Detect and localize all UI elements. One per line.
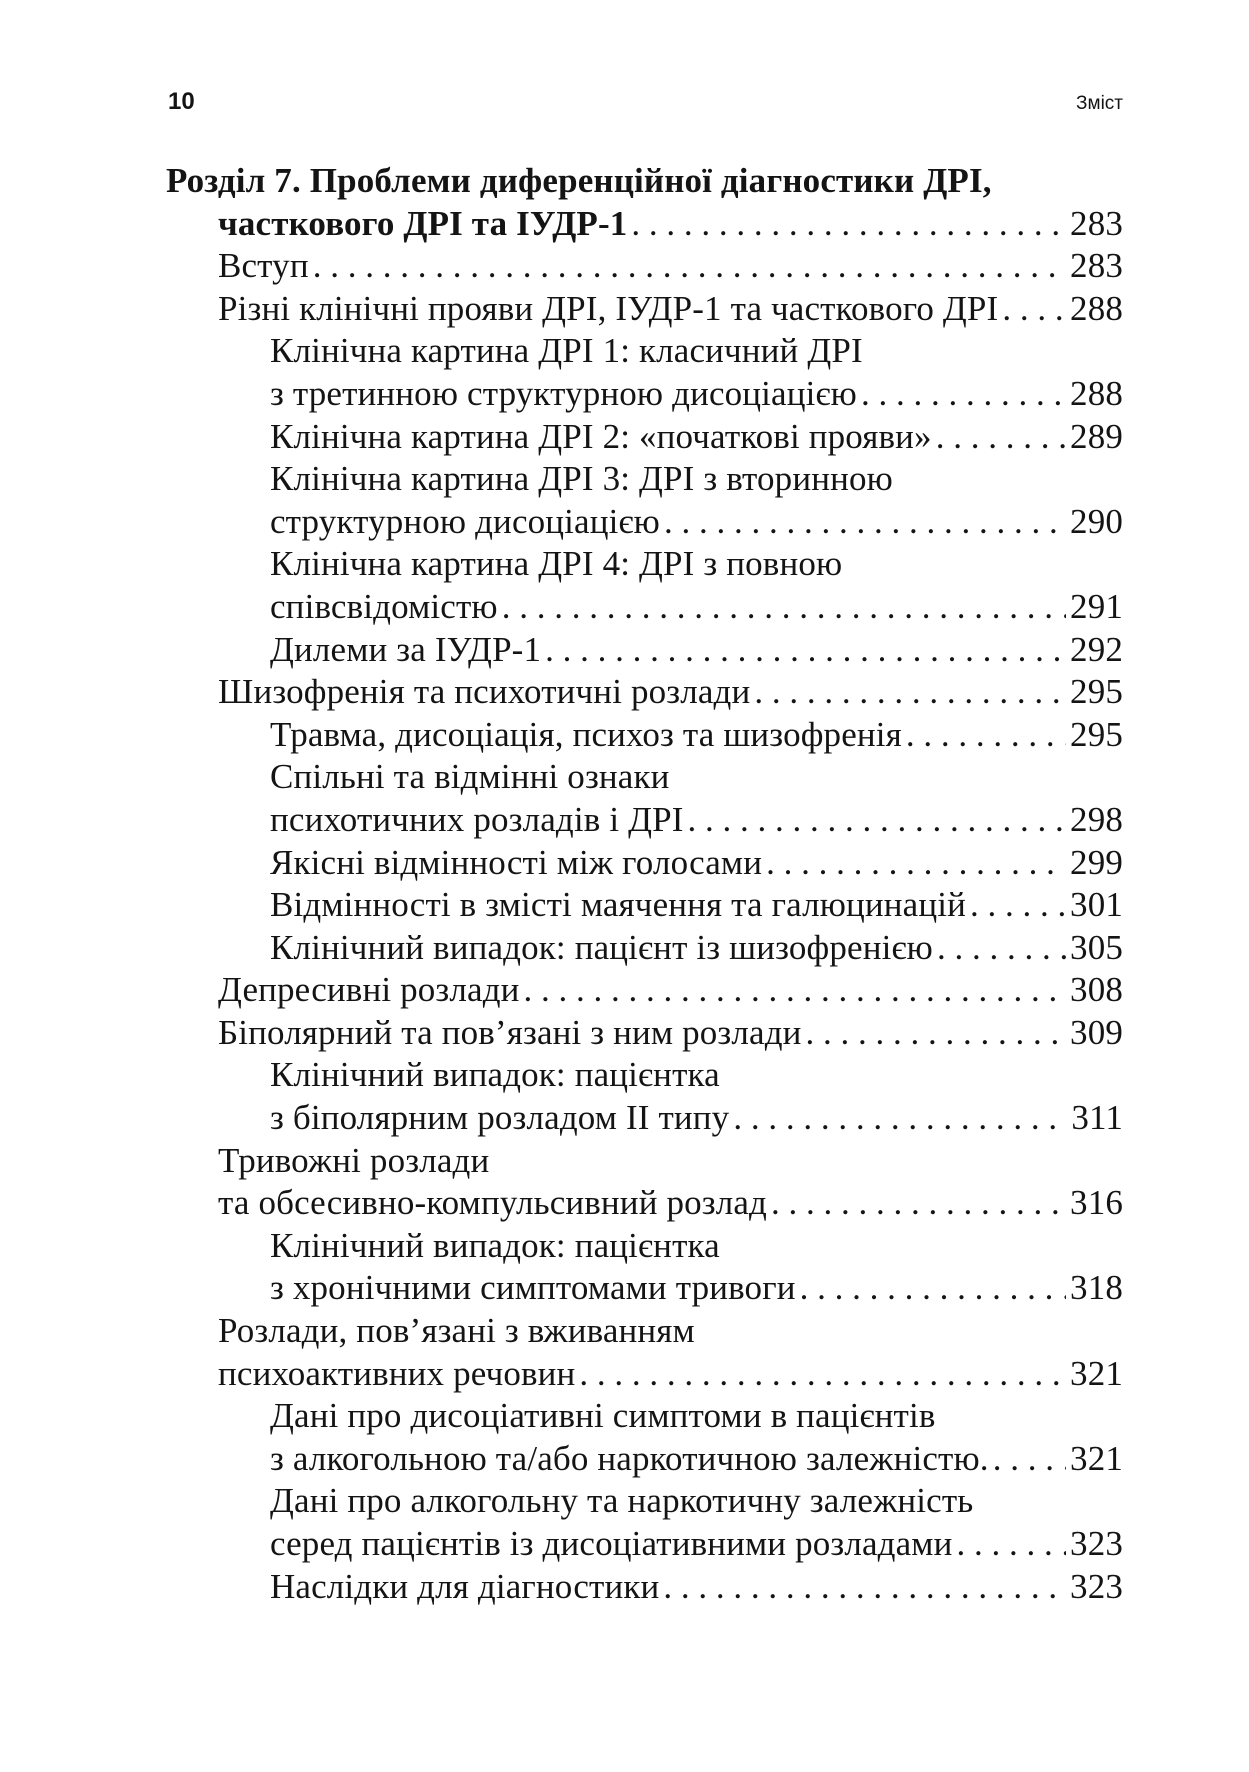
toc-page-number: 318 — [1070, 1268, 1123, 1308]
toc-entry-title: з третинною структурною дисоціацією — [270, 373, 857, 413]
toc-entry-title: Різні клінічні прояви ДРІ, ІУДР-1 та часткового ДРІ — [218, 288, 999, 328]
dot-leader — [936, 416, 1066, 459]
toc-entry[interactable] — [166, 1566, 1123, 1609]
toc-entry-title: Депресивні розлади — [218, 970, 520, 1010]
toc-entry-title: Шизофренія та психотичні розлади — [218, 672, 751, 712]
toc-entry-line — [166, 1054, 1123, 1097]
dot-leader — [993, 1438, 1066, 1481]
toc-entry-line-last — [166, 1353, 1123, 1396]
toc-entry[interactable] — [166, 1225, 1123, 1310]
toc-entry-line — [166, 160, 1123, 203]
dot-leader — [771, 1182, 1066, 1225]
toc-entry-line-last — [166, 203, 1123, 246]
toc-entry[interactable] — [166, 458, 1123, 543]
toc-entry-line-last — [166, 969, 1123, 1012]
toc-entry-line — [166, 1395, 1123, 1438]
dot-leader — [806, 1012, 1067, 1055]
toc-entry-line — [166, 458, 1123, 501]
toc-entry-line-last — [166, 1438, 1123, 1481]
toc-entry[interactable] — [166, 671, 1123, 714]
dot-leader — [970, 884, 1066, 927]
toc-entry-line-last — [166, 671, 1123, 714]
toc-entry[interactable] — [166, 927, 1123, 970]
running-title: Зміст — [1076, 93, 1123, 114]
dot-leader — [579, 1353, 1066, 1396]
toc-entry[interactable] — [166, 1054, 1123, 1139]
toc-entry[interactable] — [166, 543, 1123, 628]
toc-entry-title: Клінічна картина ДРІ 2: «початкові прояви» — [270, 416, 932, 456]
dot-leader — [957, 1523, 1067, 1566]
toc-entry-line-last — [166, 799, 1123, 842]
toc-entry[interactable] — [166, 288, 1123, 331]
toc-page-number: 301 — [1070, 885, 1123, 925]
toc-entry-line-last — [166, 1012, 1123, 1055]
toc-entry-line — [166, 543, 1123, 586]
toc-entry-line-last — [166, 1267, 1123, 1310]
toc-entry-line-last — [166, 842, 1123, 885]
dot-leader — [754, 671, 1066, 714]
dot-leader — [524, 969, 1067, 1012]
toc-page-number: 311 — [1071, 1098, 1123, 1138]
dot-leader — [766, 842, 1066, 885]
toc-entry-line-last — [166, 1523, 1123, 1566]
dot-leader — [688, 799, 1067, 842]
toc-entry-title: структурною дисоціацією — [270, 501, 660, 541]
toc-entry[interactable] — [166, 1395, 1123, 1480]
toc-page-number: 290 — [1070, 501, 1123, 541]
toc-entry-title: Наслідки для діагностики — [270, 1566, 660, 1606]
toc-entry-line-last — [166, 1097, 1123, 1140]
dot-leader — [1002, 288, 1066, 331]
toc-entry-title: Клінічний випадок: пацієнтка — [270, 1055, 720, 1095]
dot-leader — [861, 373, 1066, 416]
dot-leader — [906, 714, 1066, 757]
toc-entry-title: Тривожні розлади — [218, 1140, 490, 1180]
toc-entry-title: серед пацієнтів із дисоціативними розладами — [270, 1524, 953, 1563]
toc-entry-line-last — [166, 586, 1123, 629]
toc-entry-line-last — [166, 245, 1123, 288]
toc-entry[interactable] — [166, 756, 1123, 841]
dot-leader — [313, 245, 1066, 288]
toc-entry-title: Клінічна картина ДРІ 3: ДРІ з вторинною — [270, 459, 893, 499]
toc-entry-line — [166, 330, 1123, 373]
toc-entry-line — [166, 1140, 1123, 1183]
toc-page-number: 288 — [1070, 288, 1123, 328]
toc-entry-title: Розлади, пов’язані з вживанням — [218, 1311, 695, 1351]
toc-entry-title: Біполярний та пов’язані з ним розлади — [218, 1012, 802, 1052]
toc-entry-line — [166, 756, 1123, 799]
toc-entry-title: з алкогольною та/або наркотичною залежністю. — [270, 1438, 989, 1478]
toc-entry-line-last — [166, 288, 1123, 331]
toc-entry-line — [166, 1310, 1123, 1353]
toc-entry-line-last — [166, 714, 1123, 757]
toc-entry-title: Розділ 7. Проблеми диференційної діагностики ДРІ, — [166, 161, 992, 200]
toc-page-number: 316 — [1070, 1183, 1123, 1223]
toc-entry-title: з біполярним розладом ІІ типу — [270, 1098, 730, 1138]
page-header — [168, 88, 1123, 116]
toc-entry[interactable] — [166, 842, 1123, 885]
toc-entry[interactable] — [166, 1480, 1123, 1565]
toc-entry-line-last — [166, 373, 1123, 416]
toc-entry[interactable] — [166, 416, 1123, 459]
dot-leader — [631, 203, 1066, 246]
toc-entry-line — [166, 1480, 1123, 1523]
toc-page-number: 289 — [1070, 416, 1123, 456]
toc-entry-title: Вступ — [218, 246, 309, 286]
toc-entry-title: Клінічний випадок: пацієнт із шизофренією — [270, 927, 933, 967]
toc-entry-line-last — [166, 884, 1123, 927]
toc-entry-title: психотичних розладів і ДРІ — [270, 799, 684, 839]
toc-entry-line-last — [166, 629, 1123, 672]
toc-page-number: 291 — [1070, 586, 1123, 626]
toc-page-number: 283 — [1070, 203, 1123, 243]
toc-entry-title: психоактивних речовин — [218, 1353, 576, 1393]
dot-leader — [663, 1566, 1066, 1609]
toc-entry-line-last — [166, 1566, 1123, 1609]
toc-entry-title: Клінічна картина ДРІ 4: ДРІ з повною — [270, 544, 843, 584]
toc-entry[interactable] — [166, 1140, 1123, 1225]
toc-entry-line-last — [166, 1182, 1123, 1225]
toc-page-number: 299 — [1070, 842, 1123, 882]
toc-entry-line-last — [166, 416, 1123, 459]
toc-page-number: 283 — [1070, 246, 1123, 286]
toc-entry-title: з хронічними симптомами тривоги — [270, 1268, 796, 1308]
dot-leader — [502, 586, 1066, 629]
toc-page-number: 298 — [1070, 799, 1123, 839]
dot-leader — [664, 501, 1066, 544]
toc-page-number: 308 — [1070, 970, 1123, 1010]
table-of-contents — [166, 160, 1123, 1608]
toc-page-number: 292 — [1070, 629, 1123, 669]
toc-entry[interactable] — [166, 884, 1123, 927]
toc-entry-title: Травма, дисоціація, психоз та шизофренія — [270, 714, 902, 754]
toc-entry-title: Клінічний випадок: пацієнтка — [270, 1225, 720, 1265]
toc-page-number: 295 — [1070, 672, 1123, 712]
toc-page-number: 295 — [1070, 714, 1123, 754]
toc-page-number: 321 — [1070, 1353, 1123, 1393]
toc-entry-title: Клінічна картина ДРІ 1: класичний ДРІ — [270, 331, 863, 371]
page-number: 10 — [168, 88, 195, 115]
toc-page-number: 288 — [1070, 373, 1123, 413]
toc-entry[interactable] — [166, 1012, 1123, 1055]
toc-page-number: 323 — [1070, 1566, 1123, 1606]
toc-entry-line-last — [166, 927, 1123, 970]
dot-leader — [733, 1097, 1067, 1140]
toc-entry-line-last — [166, 501, 1123, 544]
dot-leader — [545, 629, 1066, 672]
toc-entry[interactable] — [166, 714, 1123, 757]
toc-entry-title: Дилеми за ІУДР-1 — [270, 629, 542, 669]
toc-chapter-entry[interactable] — [166, 160, 1123, 245]
toc-page-number: 321 — [1070, 1438, 1123, 1478]
toc-entry-line — [166, 1225, 1123, 1268]
toc-entry-title: Якісні відмінності між голосами — [270, 842, 763, 882]
toc-entry[interactable] — [166, 969, 1123, 1012]
dot-leader — [800, 1267, 1066, 1310]
toc-entry[interactable] — [166, 1310, 1123, 1395]
toc-page-number: 305 — [1070, 927, 1123, 967]
toc-entry[interactable] — [166, 629, 1123, 672]
toc-entry-title: Спільні та відмінні ознаки — [270, 757, 670, 797]
toc-page-number: 309 — [1070, 1012, 1123, 1052]
toc-entry-title: часткового ДРІ та ІУДР-1 — [218, 203, 628, 243]
toc-entry-title: та обсесивно-компульсивний розлад — [218, 1183, 768, 1223]
toc-entry[interactable] — [166, 245, 1123, 288]
toc-entry-title: Відмінності в змісті маячення та галюцинацій — [270, 885, 966, 925]
dot-leader — [937, 927, 1066, 970]
toc-entry-title: співсвідомістю — [270, 586, 498, 626]
toc-entry[interactable] — [166, 330, 1123, 415]
toc-page-number: 323 — [1070, 1524, 1123, 1563]
toc-entry-title: Дані про дисоціативні симптоми в пацієнтів — [270, 1396, 936, 1436]
toc-entry-title: Дані про алкогольну та наркотичну залежність — [270, 1481, 974, 1521]
